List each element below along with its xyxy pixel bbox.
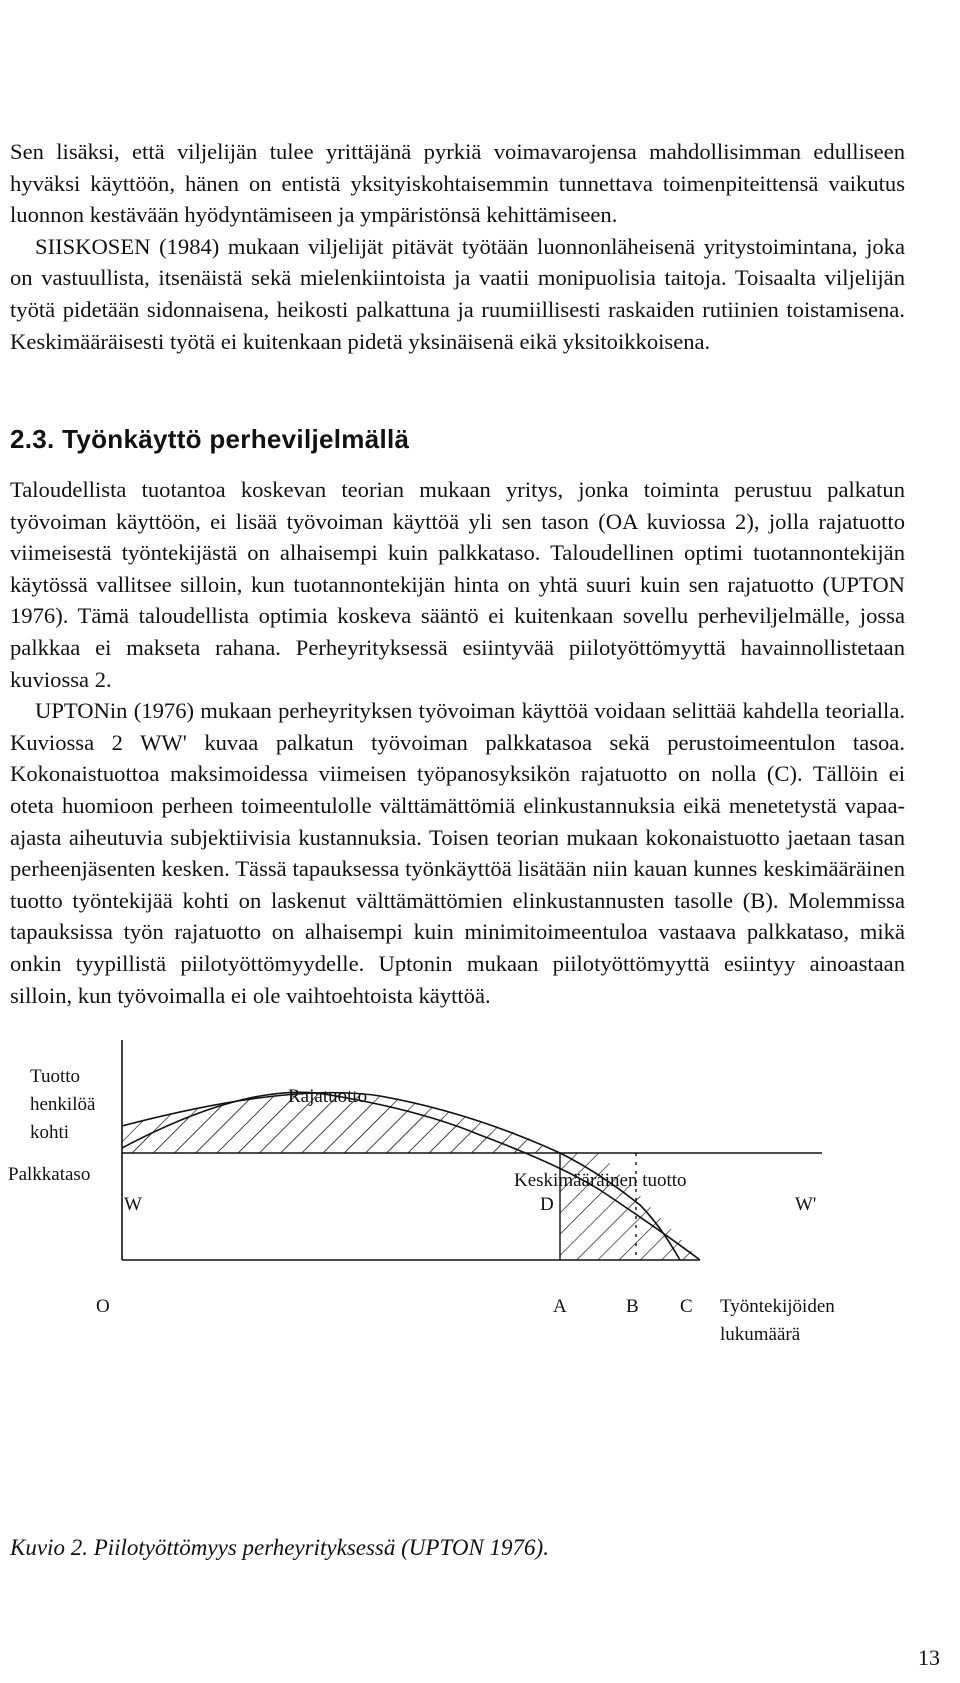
label-B: B [626, 1296, 639, 1317]
figure-diagram [0, 1030, 960, 1510]
x-axis-label-line: lukumäärä [720, 1324, 801, 1345]
label-W: W [124, 1194, 142, 1215]
paragraph: SIISKOSEN (1984) mukaan viljelijät pitävät työtään luonnonläheisenä yritystoimintana, joka on vastuullista, itsenäistä sekä mielenkiintoista ja vaatii monipuolisia taitoja. Toisaalta viljelijän työtä pidetään sidonnaisena, heikosti palkattuna ja ruumiillisesti raskaiden rutiinien toistamisena. Keskimääräisesti työtä ei kuitenkaan pidetä yksinäisenä eikä yksitoikkoisena. [10, 233, 905, 354]
y-axis-label-line: henkilöä [30, 1094, 96, 1115]
section-body [10, 474, 905, 1011]
section-heading: 2.3. Työnkäyttö perheviljelmällä [10, 424, 410, 454]
y-axis-label-line: kohti [30, 1122, 70, 1143]
x-axis-label-line: Työntekijöiden [720, 1296, 835, 1317]
paragraph: UPTONin (1976) mukaan perheyrityksen työvoiman käyttöä voidaan selittää kahdella teorialla. Kuviossa 2 WW' kuvaa palkatun työvoiman palkkatasoa sekä perustoimeentulon tasoa. Kokonaistuottoa maksimoidessa viimeisen työpanosyksikön rajatuotto on nolla (C). Tällöin ei oteta huomioon perheen toimeentulolle välttämättömiä elinkustannuksia eikä menetetystä vapaa-ajasta aiheutuvia subjektiivisia kustannuksia. Toisen teorian mukaan kokonaistuotto jaetaan tasan perheenjäsenten kesken. Tässä tapauksessa työnkäyttöä lisätään niin kauan kunnes keskimääräinen tuotto työntekijää kohti on laskenut välttämättömien elinkustannusten tasolle (B). Molemmissa tapauksissa työn rajatuotto on alhaisempi kuin minimitoimeentuloa vastaava palkkataso, mikä onkin tyypillistä piilotyöttömyydelle. Uptonin mukaan piilotyöttömyyttä esiintyy ainoastaan silloin, kun työvoimalla ei ole vaihtoehtoista käyttöä. [10, 698, 905, 1008]
paragraph: Taloudellista tuotantoa koskevan teorian mukaan yritys, jonka toiminta perustuu palkatun työvoiman käyttöön, ei lisää työvoiman käyttöä yli sen tason (OA kuviossa 2), jolla rajatuotto viimeisestä työntekijästä on alhaisempi kuin palkkataso. Taloudellinen optimi tuotannontekijän käytössä vallitsee silloin, kun tuotannontekijän hinta on yhtä suuri kuin sen rajatuotto (UPTON 1976). Tämä taloudellista optimia koskeva sääntö ei kuitenkaan sovellu perheviljelmälle, jossa palkkaa ei makseta rahana. Perheyrityksessä esiintyvää piilotyöttömyyttä havainnollistetaan kuviossa 2. [10, 477, 905, 692]
intro-text [10, 136, 905, 357]
paragraph: Sen lisäksi, että viljelijän tulee yrittäjänä pyrkiä voimavarojensa mahdollisimman edulliseen hyväksi käyttöön, hänen on entistä yksityiskohtaisemmin tunnettava toimenpiteittensä vaikutus luonnon kestävään hyödyntämiseen ja ympäristönsä kehittämiseen. [10, 139, 905, 228]
page-number: 13 [918, 1645, 940, 1670]
diagram-svg [0, 1030, 960, 1510]
label-W-prime: W' [795, 1194, 817, 1215]
label-A: A [553, 1296, 567, 1317]
wage-label: Palkkataso [8, 1164, 91, 1185]
curve-label-average: Keskimääräinen tuotto [514, 1170, 687, 1191]
y-axis-label-line: Tuotto [30, 1066, 80, 1087]
curve-label-marginal: Rajatuotto [288, 1086, 368, 1107]
label-O: O [96, 1296, 110, 1317]
label-C: C [680, 1296, 693, 1317]
figure-caption: Kuvio 2. Piilotyöttömyys perheyrityksessä (UPTON 1976). [10, 1535, 549, 1560]
label-D: D [540, 1194, 554, 1215]
